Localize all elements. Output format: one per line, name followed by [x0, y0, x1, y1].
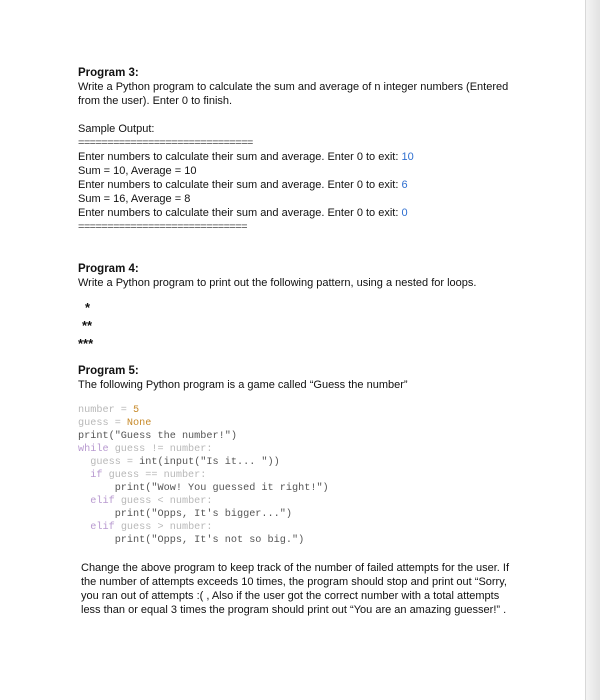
user-input-2: 6 [401, 179, 408, 191]
program5-title: Program 5: [78, 365, 139, 377]
code-block [78, 404, 538, 547]
code-line: print("Opps, It's not so big.") [114, 535, 305, 546]
program3-title: Program 3: [78, 67, 139, 79]
code-line: print("Opps, It's bigger...") [114, 509, 292, 520]
user-input-1: 10 [401, 151, 414, 163]
output-prompt-final: Enter numbers to calculate their sum and average. Enter 0 to exit: 0 [78, 207, 408, 219]
code-line: elif guess > number: [90, 522, 213, 533]
document-page [78, 66, 538, 617]
pattern-row-1: * [85, 300, 91, 315]
task-line-1: Change the above program to keep track of the number of failed attempts for the user. If [81, 562, 510, 574]
program4-desc: Write a Python program to print out the following pattern, using a nested for loops. [78, 277, 477, 289]
page-edge-shadow [585, 0, 600, 700]
program4-title: Program 4: [78, 263, 139, 275]
output-prompt-2: Enter numbers to calculate their sum and average. Enter 0 to exit: 6 [78, 179, 408, 191]
code-line: guess = int(input("Is it... ")) [90, 457, 280, 468]
sample-output-label: Sample Output: [78, 123, 155, 135]
code-line: while guess != number: [78, 444, 213, 455]
program3-desc-line2: from the user). Enter 0 to finish. [78, 95, 233, 107]
output-result-1: Sum = 10, Average = 10 [78, 165, 197, 177]
pattern-row-2: ** [82, 318, 93, 333]
code-line: elif guess < number: [90, 496, 213, 507]
output-result-2: Sum = 16, Average = 8 [78, 193, 191, 205]
code-line: print("Guess the number!") [78, 431, 237, 442]
code-line: number = 5 [78, 405, 140, 416]
task-line-2: the number of attempts exceeds 10 times, the program should stop and print out “Sorry, [81, 576, 507, 588]
user-input-final: 0 [401, 207, 408, 219]
separator-top: ============================== [78, 137, 253, 149]
program3-desc-line1: Write a Python program to calculate the sum and average of n integer numbers (Entered [78, 81, 509, 93]
code-line: if guess == number: [90, 470, 207, 481]
code-line: print("Wow! You guessed it right!") [114, 483, 329, 494]
task-paragraph [81, 561, 538, 617]
output-prompt-1: Enter numbers to calculate their sum and average. Enter 0 to exit: 10 [78, 151, 414, 163]
program5-desc: The following Python program is a game called “Guess the number” [78, 379, 408, 391]
task-line-4: less than or equal 3 times the program should print out “You are an amazing guesser!” . [81, 604, 507, 616]
separator-bottom: ============================= [78, 221, 247, 233]
pattern-row-3: *** [78, 336, 94, 351]
code-line: guess = None [78, 418, 152, 429]
task-line-3: you ran out of attempts :( , Also if the user got the correct number with a total attempts [81, 590, 500, 602]
